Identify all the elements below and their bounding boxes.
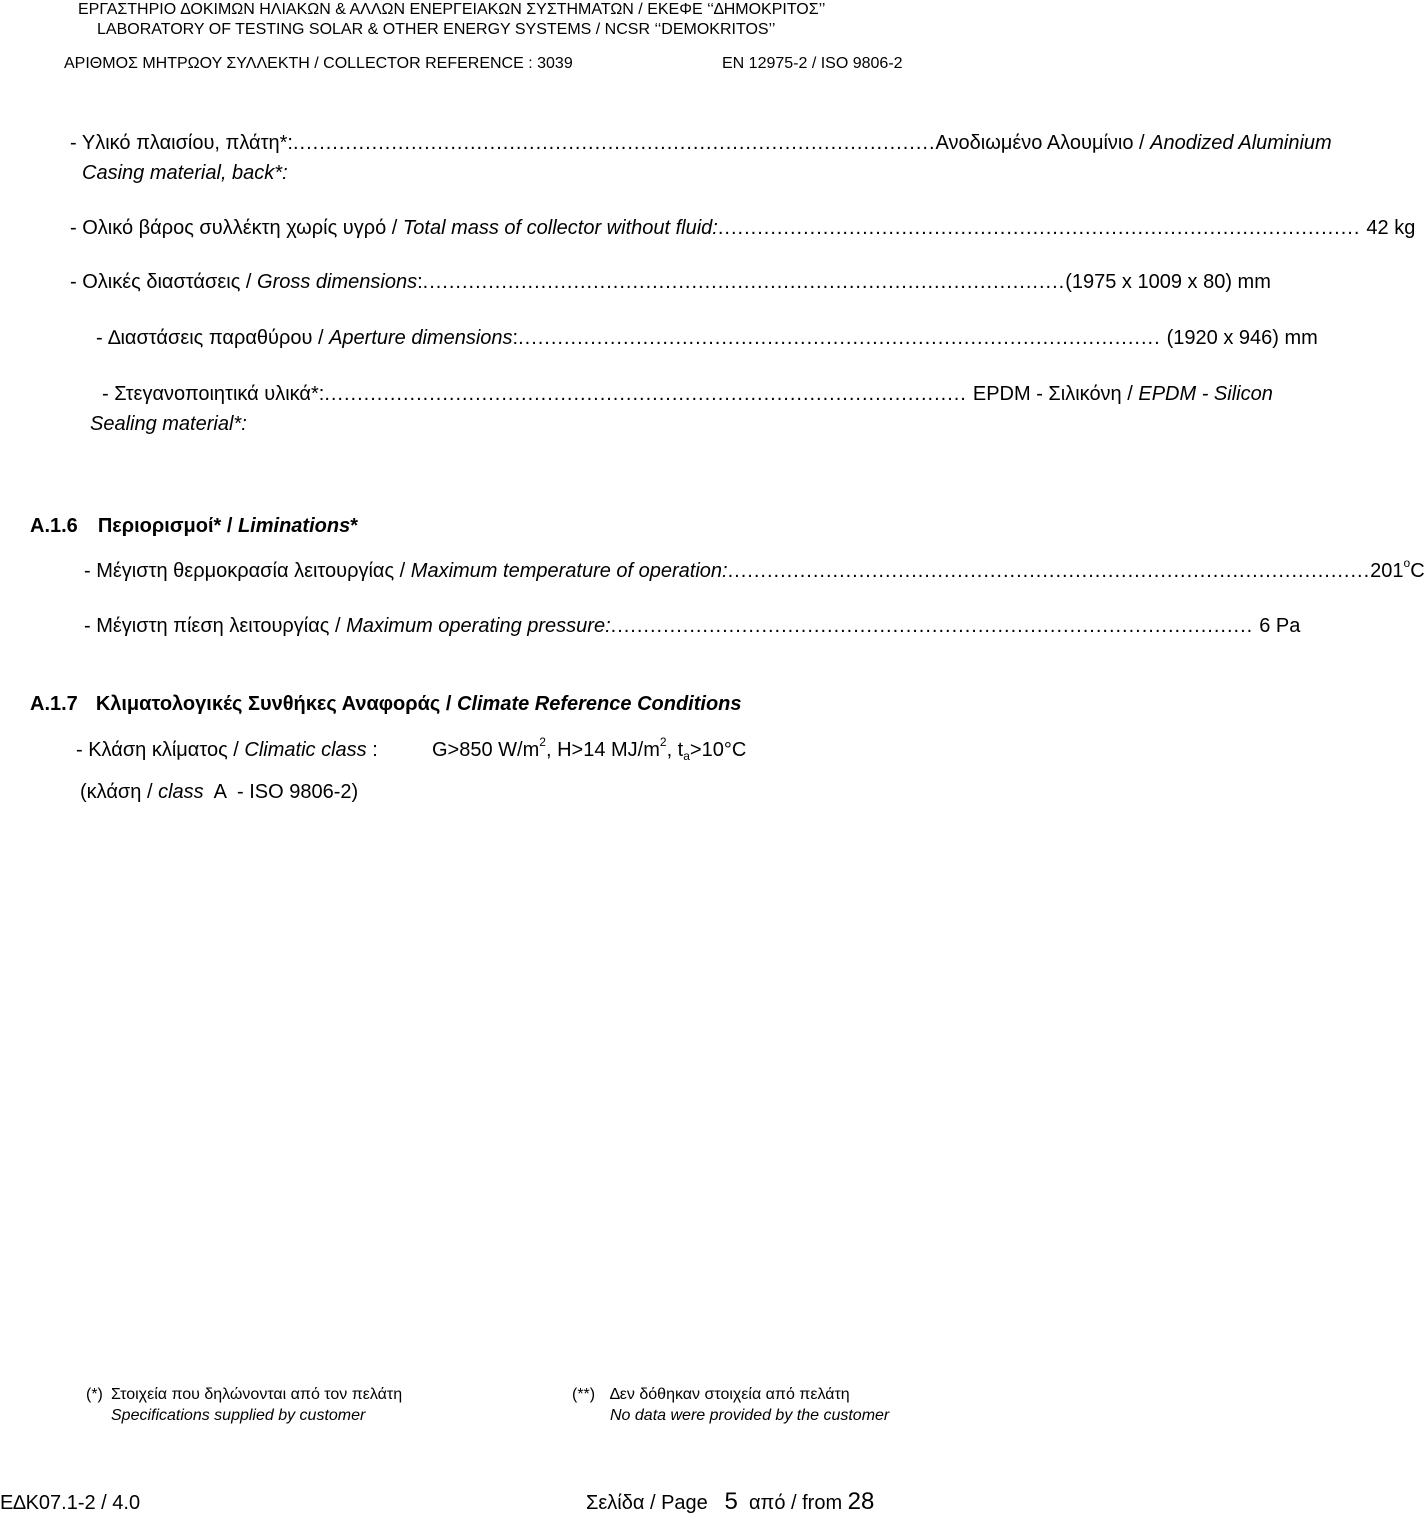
limit-pressure-label: - Μέγιστη πίεση λειτουργίας / Maximum operating pressure: [84,615,611,637]
spec-gross-row [70,270,1271,294]
spec-sealing-label-en: Sealing material*: [90,413,247,435]
footnote-left-greek: Στοιχεία που δηλώνονται από τον πελάτη [111,1386,403,1403]
limit-temp-value: 201$^o$C [1370,556,1425,582]
climate-class-values: G>850 $W/m^2$, H>14 $MJ/m^2$, $t_a>10^\circ C$ [432,735,747,763]
spec-sealing-row [102,382,1273,406]
leader-dots: .................................................................................................. [717,217,1361,239]
header-collector-reference: ΑΡΙΘΜΟΣ ΜΗΤΡΩΟΥ ΣΥΛΛΕΚΤΗ / COLLECTOR REFERENCE : 3039 [64,55,573,72]
leader-dots: .................................................................................................. [422,271,1066,293]
spec-gross-value: (1975 x 1009 x 80) mm [1065,271,1271,293]
header-lab-english: LABORATORY OF TESTING SOLAR & OTHER ENERGY SYSTEMS / NCSR ‘‘DEMOKRITOS’’ [97,21,776,38]
spec-aperture-row [96,326,1318,350]
footer-doc-code: Ε∆Κ07.1-2 / 4.0 [0,1492,141,1514]
spec-casing-label-en: Casing material, back*: [82,162,288,184]
spec-aperture-label: - ∆ιαστάσεις παραθύρου / Aperture dimensions: [96,327,519,349]
spec-mass-label: - Ολικό βάρος συλλέκτη χωρίς υγρό / Total mass of collector without fluid: [70,217,718,239]
leader-dots: .................................................................................................. [610,615,1254,637]
limit-temp-label: - Μέγιστη θερμοκρασία λειτουργίας / Maximum temperature of operation: [84,560,728,582]
spec-sealing-label: - Στεγανοποιητικά υλικά*: [102,383,325,405]
leader-dots: .................................................................................................. [324,383,967,405]
section-number: A.1.6 [30,515,78,537]
header-lab-greek: ΕΡΓΑΣΤΗΡΙΟ ∆ΟΚΙΜΩΝ ΗΛΙΑΚΩΝ & ΑΛΛΩΝ ΕΝΕΡΓΕΙΑΚΩΝ ΣΥΣΤΗΜΑΤΩΝ / ΕΚΕΦΕ ‘‘∆ΗΜΟΚΡΙΤΟΣ’’ [78,1,826,18]
limit-pressure-value: 6 Pa [1259,615,1301,637]
footnote-right-english: No data were provided by the customer [610,1407,890,1424]
header-standard: EN 12975-2 / ISO 9806-2 [722,55,903,72]
climate-class-note: (κλάση / class A - ISO 9806-2) [80,781,359,803]
limit-pressure-row [84,614,1301,638]
spec-sealing-value: EPDM - Σιλικόνη / EPDM - Silicon [972,383,1273,405]
limit-temp-row [84,556,1425,583]
footnote-left-mark: (*) [86,1386,103,1403]
leader-dots: .................................................................................................. [727,560,1371,582]
spec-mass-value: 42 kg [1366,217,1416,239]
footer-page-info: Σελίδα / Page 5 από / from 28 [586,1488,875,1515]
section-climate-title: A.1.7 Κλιματολογικές Συνθήκες Αναφοράς / Climate Reference Conditions [30,693,742,715]
spec-gross-label: - Ολικές διαστάσεις / Gross dimensions: [70,271,423,293]
footnote-right-greek: ∆εν δόθηκαν στοιχεία από πελάτη [610,1386,850,1403]
spec-mass-row [70,216,1416,240]
section-limitations-title: A.1.6 Περιορισμοί* / Liminations* [30,515,358,537]
leader-dots: .................................................................................................. [292,132,936,154]
spec-aperture-value: (1920 x 946) mm [1166,327,1318,349]
footnote-right-mark: (**) [572,1386,596,1403]
spec-casing-label: - Υλικό πλαισίου, πλάτη*: [70,132,293,154]
spec-casing-row [70,131,1332,155]
leader-dots: .................................................................................................. [518,327,1161,349]
spec-casing-value: Ανοδιωμένο Αλουμίνιο / Anodized Aluminium [935,132,1332,154]
section-number: A.1.7 [30,693,78,715]
footnote-left-english: Specifications supplied by customer [111,1407,366,1424]
climate-class-label: - Κλάση κλίματος / Climatic class : [76,739,378,761]
